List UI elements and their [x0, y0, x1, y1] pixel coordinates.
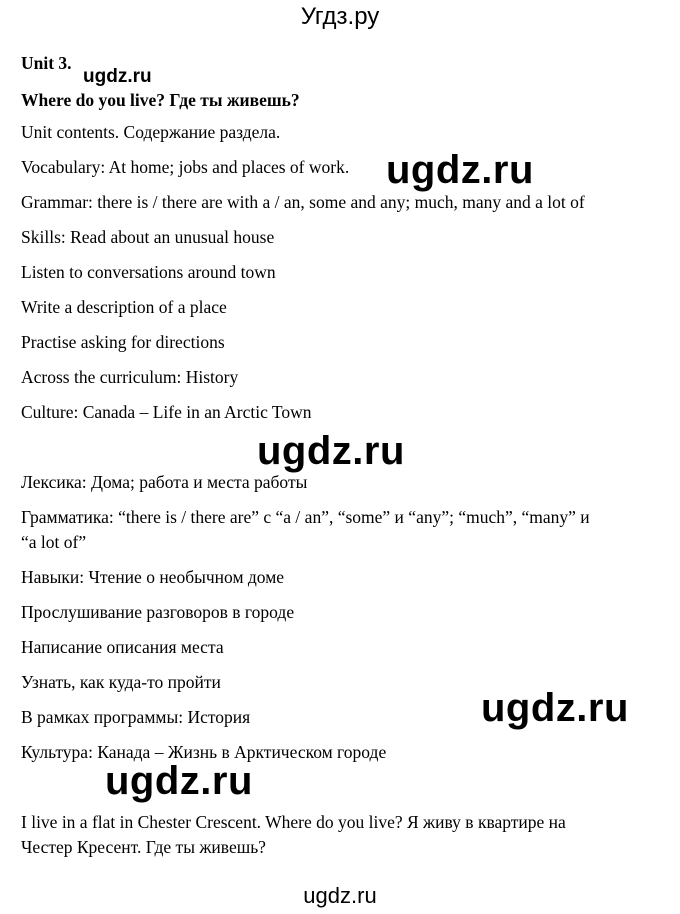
text-line-en: Skills: Read about an unusual house — [21, 227, 275, 247]
watermark: ugdz.ru — [83, 66, 152, 87]
text-line-ru: Узнать, как куда-то пройти — [21, 672, 221, 692]
footer-watermark: ugdz.ru — [303, 883, 377, 908]
watermark: ugdz.ru — [257, 429, 405, 473]
watermark: ugdz.ru — [386, 148, 534, 192]
text-line-en: Write a description of a place — [21, 297, 227, 317]
text-line-ru: Культура: Канада – Жизнь в Арктическом городе — [21, 742, 387, 762]
text-line-ru: В рамках программы: История — [21, 707, 251, 727]
unit-heading: Unit 3. — [21, 53, 72, 73]
closing-line: Честер Кресент. Где ты живешь? — [21, 837, 266, 857]
site-title: Угдз.ру — [300, 3, 380, 30]
text-line-en: Across the curriculum: History — [21, 367, 239, 387]
text-line-ru: Прослушивание разговоров в городе — [21, 602, 295, 622]
text-line-en: Grammar: there is / there are with a / an, some and any; much, many and a lot of — [21, 192, 585, 212]
text-line-en: Practise asking for directions — [21, 332, 225, 352]
text-line-ru: Написание описания места — [21, 637, 224, 657]
watermark: ugdz.ru — [481, 686, 629, 730]
text-line-ru: “a lot of” — [21, 532, 87, 552]
text-line-ru: Навыки: Чтение о необычном доме — [21, 567, 285, 587]
text-line-ru: Грамматика: “there is / there are” с “a / an”, “some” и “any”; “much”, “many” и — [21, 507, 590, 527]
closing-line: I live in a flat in Chester Crescent. Where do you live? Я живу в квартире на — [21, 812, 566, 832]
text-line-en: Unit contents. Содержание раздела. — [21, 122, 281, 142]
text-line-en: Culture: Canada – Life in an Arctic Town — [21, 402, 312, 422]
watermark: ugdz.ru — [105, 759, 253, 803]
text-line-en: Listen to conversations around town — [21, 262, 276, 282]
unit-subtitle: Where do you live? Где ты живешь? — [21, 90, 300, 110]
text-line-en: Vocabulary: At home; jobs and places of work. — [21, 157, 350, 177]
text-line-ru: Лексика: Дома; работа и места работы — [21, 472, 308, 492]
